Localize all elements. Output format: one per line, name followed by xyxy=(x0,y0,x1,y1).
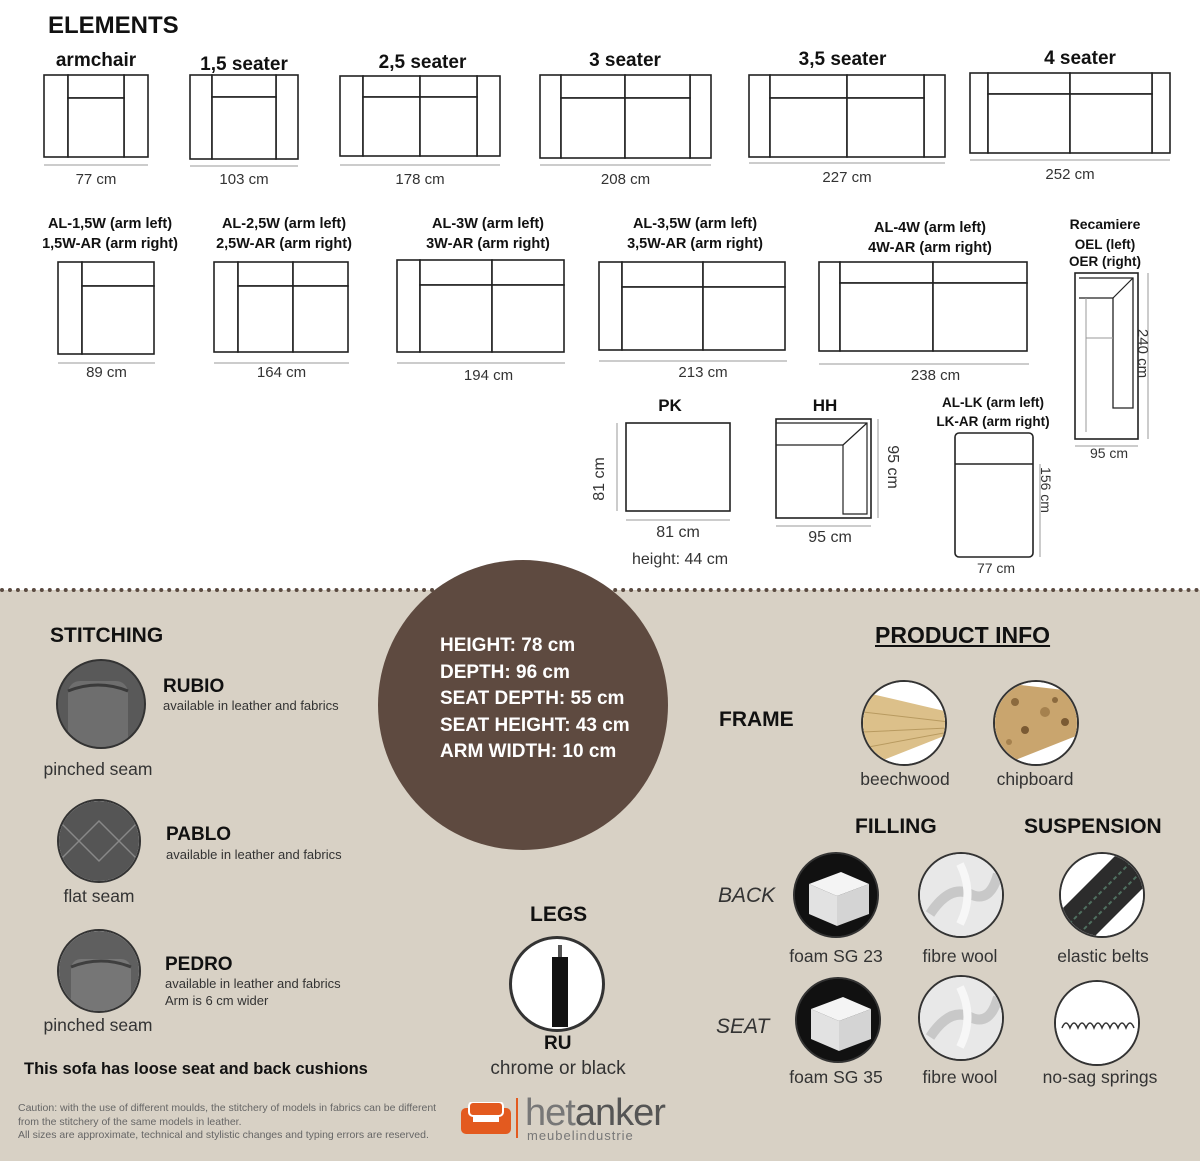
logo-subtitle: meubelindustrie xyxy=(527,1128,634,1143)
frame-title: FRAME xyxy=(719,708,794,731)
element-title-al-4w: AL-4W (arm left) 4W-AR (arm right) xyxy=(868,220,992,256)
depth-spec: DEPTH: 96 cm xyxy=(440,661,570,683)
pablo-name: PABLO xyxy=(166,824,232,845)
leg-image xyxy=(509,936,605,1032)
pablo-desc: available in leather and fabrics xyxy=(166,847,342,862)
4-seater-drawing xyxy=(969,72,1171,164)
no-sag-springs-label: no-sag springs xyxy=(1042,1067,1158,1087)
pk-width: 81 cm xyxy=(656,524,700,541)
pablo-seam: flat seam xyxy=(63,886,135,906)
rubio-desc: available in leather and fabrics xyxy=(163,698,339,713)
seat-depth-spec: SEAT DEPTH: 55 cm xyxy=(440,688,625,709)
hh-depth: 95 cm xyxy=(883,445,901,489)
lk-title: AL-LK (arm left) LK-AR (arm right) xyxy=(936,395,1050,429)
suspension-title: SUSPENSION xyxy=(1024,815,1162,838)
1-5-seater-drawing xyxy=(189,74,299,170)
width-al-4w: 238 cm xyxy=(910,367,961,384)
foam-sg23-label: foam SG 23 xyxy=(789,946,883,966)
fibre-wool-seat-image xyxy=(918,975,1004,1061)
lk-width: 77 cm xyxy=(976,560,1016,576)
element-title-al-2-5w: AL-2,5W (arm left) 2,5W-AR (arm right) xyxy=(216,216,352,252)
elastic-belts-label: elastic belts xyxy=(1057,946,1149,966)
element-title-al-3w: AL-3W (arm left) 3W-AR (arm right) xyxy=(426,216,550,252)
beechwood-image xyxy=(861,680,947,766)
al-3-5w-drawing xyxy=(598,261,788,365)
recamiere-depth: 240 cm xyxy=(1134,328,1152,379)
dimensions-list xyxy=(440,633,630,766)
rubio-name: RUBIO xyxy=(163,676,225,697)
seat-label: SEAT xyxy=(716,1015,770,1038)
arm-width-spec: ARM WIDTH: 10 cm xyxy=(440,741,617,762)
leg-desc: chrome or black xyxy=(490,1058,626,1079)
pedro-name: PEDRO xyxy=(165,954,233,975)
recamiere-width: 95 cm xyxy=(1089,445,1129,461)
beechwood-label: beechwood xyxy=(860,769,950,789)
pk-title: PK xyxy=(658,396,682,415)
element-title-armchair: armchair xyxy=(55,50,137,71)
width-1-5-seater: 103 cm xyxy=(219,171,269,188)
element-title-1-5-seater: 1,5 seater xyxy=(200,54,288,75)
width-3-seater: 208 cm xyxy=(600,171,651,188)
al-3w-drawing xyxy=(396,259,566,369)
logo-wordmark: hetanker xyxy=(525,1092,665,1134)
foam-sg35-image xyxy=(795,977,881,1063)
pedro-stitch-image xyxy=(57,929,141,1013)
legs-title: LEGS xyxy=(530,903,588,926)
logo-divider xyxy=(516,1098,518,1138)
cushion-note: This sofa has loose seat and back cushions xyxy=(24,1060,368,1078)
al-1-5w-drawing xyxy=(57,261,156,367)
filling-title: FILLING xyxy=(855,815,937,838)
3-seater-drawing xyxy=(539,74,712,170)
armchair-drawing xyxy=(43,74,149,170)
foam-sg23-image xyxy=(793,852,879,938)
seat-height-spec: SEAT HEIGHT: 43 cm xyxy=(440,714,630,736)
width-2-5-seater: 178 cm xyxy=(395,171,445,188)
fibre-wool-back-label: fibre wool xyxy=(922,946,998,966)
pedro-desc: available in leather and fabrics xyxy=(165,976,341,991)
fibre-wool-back-image xyxy=(918,852,1004,938)
stitching-title: STITCHING xyxy=(50,624,164,647)
lk-depth: 156 cm xyxy=(1037,467,1054,513)
width-armchair: 77 cm xyxy=(75,171,117,188)
leg-name: RU xyxy=(544,1033,572,1054)
element-title-3-seater: 3 seater xyxy=(589,50,661,71)
hh-drawing xyxy=(775,418,885,530)
width-4-seater: 252 cm xyxy=(1045,166,1095,183)
rubio-seam: pinched seam xyxy=(43,759,153,779)
pedro-extra: Arm is 6 cm wider xyxy=(165,993,269,1008)
width-al-3-5w: 213 cm xyxy=(678,364,728,381)
al-4w-drawing xyxy=(818,261,1030,369)
width-3-5-seater: 227 cm xyxy=(822,169,872,186)
chipboard-image xyxy=(993,680,1079,766)
foam-sg35-label: foam SG 35 xyxy=(789,1067,883,1087)
hetanker-logo xyxy=(461,1092,711,1146)
width-al-2-5w: 164 cm xyxy=(256,364,307,381)
no-sag-springs-image xyxy=(1054,980,1140,1066)
lk-drawing xyxy=(954,432,1044,564)
product-info-title: PRODUCT INFO xyxy=(875,622,1051,648)
width-al-3w: 194 cm xyxy=(463,367,514,384)
page-title: ELEMENTS xyxy=(48,12,179,39)
element-title-3-5-seater: 3,5 seater xyxy=(798,49,887,70)
pk-drawing xyxy=(612,420,734,524)
pablo-stitch-image xyxy=(57,799,141,883)
pk-depth: 81 cm xyxy=(590,457,608,501)
hh-width: 95 cm xyxy=(808,529,852,546)
height-spec: HEIGHT: 78 cm xyxy=(440,635,576,656)
element-title-4-seater: 4 seater xyxy=(1044,48,1116,69)
caution-text: Caution: with the use of different moulds, the stitchery of models in fabrics can be different from the stitchery of the same models in leather. All sizes are approximate, technical and stylistic changes and typing errors are reserved. xyxy=(18,1102,437,1141)
pedro-seam: pinched seam xyxy=(43,1015,153,1035)
2-5-seater-drawing xyxy=(339,75,501,171)
elastic-belts-image xyxy=(1059,852,1145,938)
element-title-al-3-5w: AL-3,5W (arm left) 3,5W-AR (arm right) xyxy=(627,216,763,252)
recamiere-variants: OEL (left) OER (right) xyxy=(1069,237,1141,269)
chipboard-label: chipboard xyxy=(996,769,1074,789)
al-2-5w-drawing xyxy=(213,261,350,367)
rubio-stitch-image xyxy=(56,659,146,749)
recamiere-title: Recamiere xyxy=(1069,216,1141,232)
fibre-wool-seat-label: fibre wool xyxy=(922,1067,998,1087)
element-title-al-1-5w: AL-1,5W (arm left) 1,5W-AR (arm right) xyxy=(42,216,178,252)
3-5-seater-drawing xyxy=(748,74,946,168)
hh-title: HH xyxy=(812,396,838,415)
logo-sofa-icon xyxy=(461,1102,511,1134)
element-title-2-5-seater: 2,5 seater xyxy=(378,52,467,73)
back-label: BACK xyxy=(718,884,776,907)
width-al-1-5w: 89 cm xyxy=(86,364,127,381)
pk-height: height: 44 cm xyxy=(631,551,729,568)
